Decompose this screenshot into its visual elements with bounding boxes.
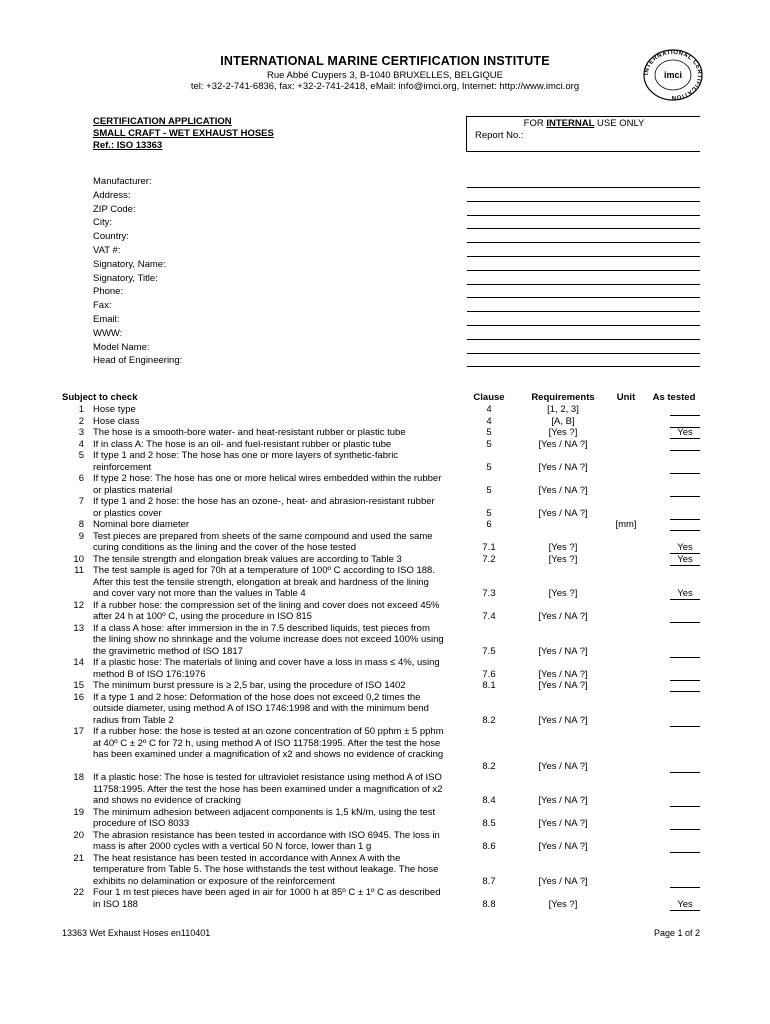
seal-center-text: imci [663,70,683,80]
subject-column-header: Subject to check [62,392,138,403]
row-number: 8 [78,519,84,530]
row-number: 12 [73,599,84,611]
row-clause: 7.6 [482,668,496,680]
row-clause: 7.5 [482,645,496,657]
row-subject-line: If a plastic hose: The materials of lining and cover have a loss in mass ≤ 4%, using [93,657,440,668]
internal-use-box [466,116,700,152]
row-number: 11 [74,565,84,576]
row-subject [93,554,468,566]
row-subject-line: Test pieces are prepared from sheets of the same compound and used the same [93,530,433,542]
row-as-tested-field[interactable] [670,818,700,830]
row-subject-line: and shows no evidence of cracking [93,795,241,806]
row-subject [93,427,468,439]
row-subject-line: curing conditions as the lining and the cover of the hose tested [93,542,357,553]
field-label: Manufacturer: [93,176,152,187]
field-label: Email: [93,314,120,325]
row-requirement: [Yes / NA ?] [538,841,588,852]
row-clause: 8.1 [482,680,496,691]
row-requirement: [Yes ?] [548,553,578,565]
row-subject-line: exhibits no delamination or exposure of the reinforcement [93,875,335,887]
row-clause: 8.4 [482,795,496,806]
row-number: 19 [73,806,84,818]
row-subject [93,657,468,680]
row-requirement: [Yes ?] [548,588,578,599]
row-subject-line: the gravimetric method of ISO 1817 [93,645,243,657]
row-number: 7 [78,496,84,507]
row-clause: 4 [486,415,492,427]
row-clause: 7.2 [482,553,496,565]
application-line-2: SMALL CRAFT - WET EXHAUST HOSES [93,128,274,139]
row-number: 4 [78,438,84,450]
row-subject-line: in ISO 188 [93,898,138,910]
row-subject-line: If type 1 and 2 hose: the hose has an ozone-, heat- and abrasion-resistant rubber [93,496,435,507]
field-label: WWW: [93,327,123,339]
row-requirement: [Yes ?] [548,898,578,910]
field-label: City: [93,217,112,229]
field-input-line[interactable] [467,366,700,367]
row-subject-line: If a rubber hose: the hose is tested at an ozone concentration of 50 pphm ± 5 pphm [93,726,444,737]
row-requirement: [Yes / NA ?] [538,680,588,691]
report-no-label: Report No.: [475,130,524,141]
field-label: Fax: [93,300,112,312]
clause-column-header: Clause [473,392,505,403]
row-requirement: [Yes / NA ?] [538,818,588,829]
footer-page-number: Page 1 of 2 [653,928,700,938]
row-subject-line: reinforcement [93,461,152,473]
institute-contact: tel: +32-2-741-6836, fax: +32-2-741-2418, eMail: info@imci.org, Internet: http://www.imci.org [190,81,580,92]
field-label: Signatory, Title: [93,272,158,284]
row-requirement: [Yes / NA ?] [538,760,588,772]
row-as-tested-field[interactable]: Yes [670,899,700,911]
row-clause: 5 [486,507,492,519]
row-subject-line: Four 1 m test pieces have been aged in air for 1000 h at 85º C ± 1º C as described [93,887,441,898]
row-subject [93,887,468,910]
row-clause: 7.1 [482,542,496,553]
row-requirement: [A, B] [551,415,575,427]
imci-seal-logo [642,48,704,102]
row-number: 2 [78,415,84,427]
row-as-tested-field[interactable] [670,439,700,451]
row-subject-line: procedure of ISO 8033 [93,818,190,829]
unit-column-header: Unit [616,392,636,403]
row-subject-line: Hose class [93,415,140,427]
row-requirement: [Yes ?] [548,542,578,553]
row-subject-line: If type 1 and 2 hose: The hose has one or more layers of synthetic-fabric [93,450,399,461]
row-subject [93,680,468,692]
row-subject-line: The tensile strength and elongation break values are according to Table 3 [93,553,402,565]
row-subject-line: If a class A hose: after immersion in the in 7.5 described liquids, test pieces from [93,622,430,634]
field-label: Signatory, Name: [93,258,166,270]
row-subject-line: or plastics material [93,484,173,496]
field-label: Model Name: [93,341,150,353]
row-as-tested-field[interactable] [670,680,700,692]
row-number: 16 [73,691,84,703]
row-as-tested-field[interactable]: Yes [670,427,700,439]
row-subject-line: 11758:1995. After the test the hose has been examined under a magnification of x2 [93,783,443,795]
row-subject [93,416,468,428]
footer-document-id: 13363 Wet Exhaust Hoses en110401 [62,928,211,938]
row-subject-line: and cover vary not more than the values in Table 4 [93,588,306,599]
field-label: Phone: [93,286,124,298]
row-subject [93,473,468,496]
row-subject-line: The minimum burst pressure is ≥ 2,5 bar, using the procedure of ISO 1402 [93,680,406,691]
row-subject-line: The test sample is aged for 70h at a temperature of 100º C according to ISO 188. [93,565,435,576]
field-input-line[interactable] [467,339,700,340]
row-subject-line: Nominal bore diameter [93,519,190,530]
row-clause: 8.7 [482,875,496,887]
row-as-tested-field[interactable] [670,715,700,727]
field-input-line[interactable] [467,297,700,298]
row-requirement: [Yes / NA ?] [538,438,588,450]
row-number: 18 [73,772,84,783]
row-as-tested-field[interactable] [670,841,700,853]
row-subject [93,496,468,519]
row-subject [93,404,468,416]
row-subject-line: If type 2 hose: The hose has one or more helical wires embedded within the rubber [93,473,442,484]
row-clause: 8.2 [482,760,496,772]
field-input-line[interactable] [467,201,700,202]
field-input-line[interactable] [467,228,700,229]
row-number: 3 [78,427,84,438]
row-clause: 8.2 [482,714,496,726]
row-as-tested-field[interactable] [670,519,700,531]
row-clause: 7.3 [482,588,496,599]
row-subject-line: The abrasion resistance has been tested in accordance with ISO 6945. The loss in [93,829,440,841]
row-as-tested-field[interactable] [670,462,700,474]
application-heading [93,116,274,152]
row-subject-line: the lining show no shrinkage and the volume increase does not exceed 100% using [93,634,444,645]
row-clause: 4 [486,404,492,415]
field-label: Head of Engineering: [93,355,183,367]
row-subject-line [93,761,468,773]
field-label: Country: [93,231,129,243]
row-subject-line: outside diameter, using method A of ISO 1746:1998 and with the minimum bend [93,703,429,714]
row-clause: 6 [486,519,492,530]
row-requirement: [Yes / NA ?] [538,507,588,519]
row-requirement: [Yes / NA ?] [538,714,588,726]
row-subject-line: Hose type [93,404,136,415]
row-clause: 8.5 [482,818,496,829]
row-requirement: [Yes / NA ?] [538,611,588,622]
field-input-line[interactable] [467,311,700,312]
row-number: 20 [73,829,84,841]
row-number: 9 [78,530,84,542]
application-line-1: CERTIFICATION APPLICATION [93,116,232,127]
row-number: 14 [73,657,84,668]
row-subject [93,450,468,473]
field-input-line[interactable] [467,284,700,285]
row-requirement: [Yes / NA ?] [538,645,588,657]
field-input-line[interactable] [467,256,700,257]
row-requirement: [Yes / NA ?] [538,484,588,496]
row-subject [93,853,468,888]
row-subject-line: The hose is a smooth-bore water- and heat-resistant rubber or plastic tube [93,427,406,438]
row-clause: 5 [486,438,492,450]
row-subject-line: method B of ISO 176:1976 [93,668,206,680]
row-subject-line: The minimum adhesion between adjacent components is 1,5 kN/m, using the test [93,806,436,818]
row-number: 5 [78,450,84,461]
row-subject-line: If a plastic hose: The hose is tested for ultraviolet resistance using method A of ISO [93,772,442,783]
row-subject [93,439,468,451]
row-clause: 5 [486,484,492,496]
seal-ring-text: INTERNATIONAL CERTIFICATION [643,49,703,101]
row-subject-line: If a rubber hose: the compression set of the lining and cover does not exceed 45% [93,599,440,611]
row-as-tested-field[interactable] [670,508,700,520]
row-subject-line: The heat resistance has been tested in accordance with Annex A with the [93,852,401,864]
field-input-line[interactable] [467,270,700,271]
requirements-column-header: Requirements [531,392,595,403]
field-input-line[interactable] [467,353,700,354]
field-label: Address: [93,189,131,201]
row-requirement: [Yes ?] [548,427,578,438]
row-subject-line: If a type 1 and 2 hose: Deformation of the hose does not exceed 0,2 times the [93,691,421,703]
field-input-line[interactable] [467,215,700,216]
row-clause: 8.6 [482,841,496,852]
row-as-tested-field[interactable] [670,876,700,888]
row-number: 10 [73,553,84,565]
row-subject [93,531,468,554]
row-subject-line: After this test the tensile strength, elongation at break and hardness of the lining [93,576,429,588]
row-as-tested-field[interactable] [670,404,700,416]
as-tested-column-header: As tested [652,392,696,403]
row-requirement: [Yes / NA ?] [538,668,588,680]
row-clause: 5 [486,427,492,438]
field-input-line[interactable] [467,325,700,326]
row-number: 1 [78,404,84,415]
row-subject-line: after 24 h at 100º C, using the procedure in ISO 815 [93,611,312,622]
row-as-tested-field[interactable] [670,416,700,428]
field-input-line[interactable] [467,242,700,243]
row-clause: 5 [486,461,492,473]
row-clause: 8.8 [482,898,496,910]
row-as-tested-field[interactable]: Yes [670,554,700,566]
row-subject [93,600,468,623]
row-subject [93,692,468,727]
row-subject [93,519,468,531]
row-subject [93,830,468,853]
row-as-tested-field[interactable]: Yes [670,542,700,554]
row-subject-line: temperature from Table 5. The hose withstands the test without leakage. The hose [93,864,439,875]
row-unit: [mm] [615,519,637,530]
row-as-tested-field[interactable] [670,646,700,658]
field-input-line[interactable] [467,187,700,188]
row-as-tested-field[interactable] [670,485,700,497]
row-as-tested-field[interactable] [670,669,700,681]
row-subject [93,565,468,600]
row-subject [93,726,468,772]
row-requirement: [Yes / NA ?] [538,875,588,887]
row-number: 15 [73,680,84,691]
row-number: 6 [78,473,84,484]
field-label: ZIP Code: [93,203,136,215]
row-subject-line: If in class A: The hose is an oil- and fuel-resistant rubber or plastic tube [93,438,392,450]
field-label: VAT #: [93,245,121,256]
row-number: 22 [73,887,84,898]
row-requirement: [Yes / NA ?] [538,461,588,473]
institute-title: INTERNATIONAL MARINE CERTIFICATION INSTITUTE [220,54,550,68]
row-clause: 7.4 [482,611,496,622]
internal-use-header: FOR INTERNAL USE ONLY [523,118,645,129]
row-as-tested-field[interactable] [670,795,700,807]
row-as-tested-field[interactable]: Yes [670,588,700,600]
row-subject-line: has been examined under a magnification of x2 and shows no evidence of cracking [93,749,444,760]
row-requirement: [1, 2, 3] [547,404,579,415]
row-as-tested-field[interactable] [670,611,700,623]
row-subject-line: at 40º C ± 2º C for 72 h, using method A of ISO 11758:1995. After the test the hose [93,737,441,749]
institute-address: Rue Abbé Cuypers 3, B-1040 BRUXELLES, BELGIQUE [266,70,504,81]
row-subject-line: or plastics cover [93,507,162,519]
row-number: 13 [73,622,84,634]
row-subject-line: radius from Table 2 [93,714,174,726]
row-subject [93,772,468,807]
row-number: 17 [73,726,84,737]
application-line-3: Ref.: ISO 13363 [93,140,163,151]
row-subject [93,623,468,658]
row-subject [93,807,468,830]
row-as-tested-field[interactable] [670,761,700,773]
row-number: 21 [73,852,84,864]
row-subject-line: mass is after 2000 cycles with a vertical 50 N force, lower than 1 g [93,841,372,852]
row-requirement: [Yes / NA ?] [538,795,588,806]
